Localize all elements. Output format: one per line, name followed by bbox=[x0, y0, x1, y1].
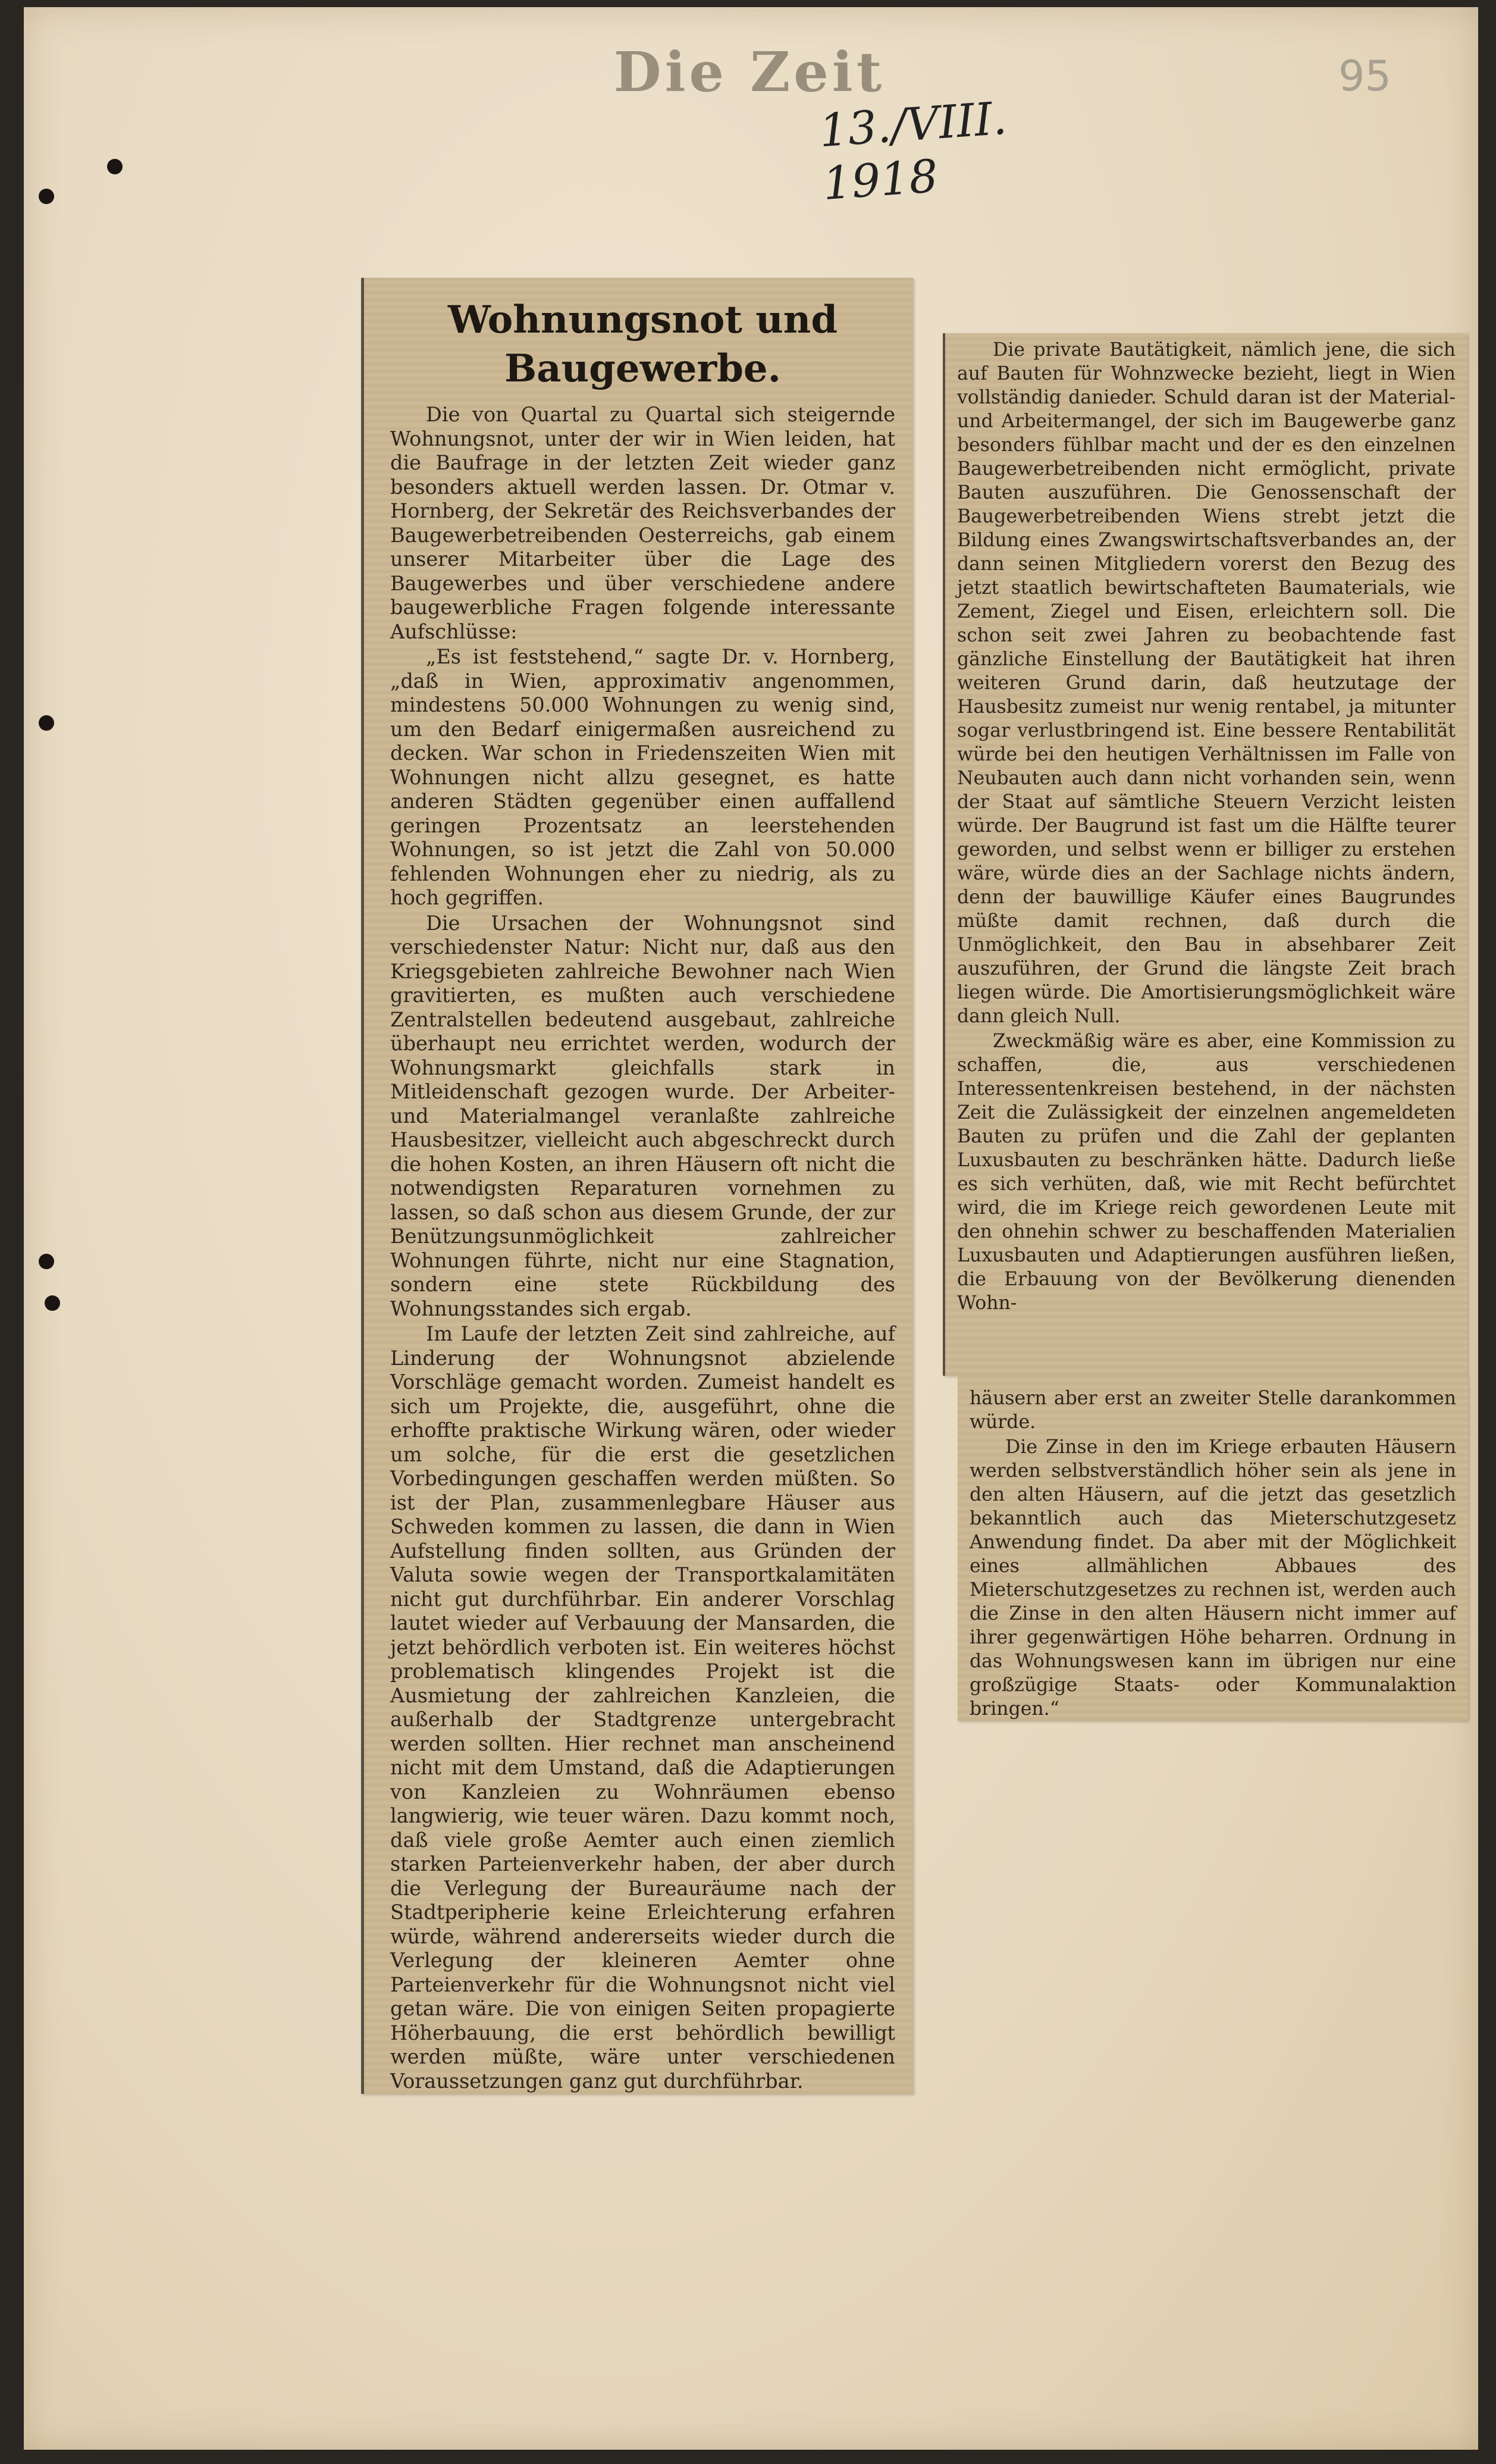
article-paragraph: Die Ursachen der Wohnungsnot sind verschiedenster Natur: Nicht nur, daß aus den Kriegsgebieten zahlreiche Bewohner nach Wien gravitierten, es mußten auch verschiedene Zentralstellen bedeutend ausgebaut, zahlreiche überhaupt neu errichtet werden, wodurch der Wohnungsmarkt gleichfalls stark in Mitleidenschaft gezogen wurde. Der Arbeiter- und Materialmangel veranlaßte zahlreiche Hausbesitzer, vielleicht auch abgeschreckt durch die hohen Kosten, an ihren Häusern oft nicht die notwendigsten Reparaturen vornehmen zu lassen, so daß schon aus diesem Grunde, der zur Benützungsunmöglichkeit zahlreicher Wohnungen führte, nicht nur eine Stagnation, sondern eine stete Rückbildung des Wohnungsstandes sich ergab. bbox=[390, 911, 895, 1320]
article-paragraph: Die Zinse in den im Kriege erbauten Häusern werden selbstverständlich höher sein als jene in den alten Häusern, auf die jetzt das gesetzlich bekanntlich auch das Mieterschutzgesetz Anwendung findet. Da aber mit der Möglichkeit eines allmählichen Abbaues des Mieterschutzgesetzes zu rechnen ist, werden auch die Zinse in den alten Häusern nicht immer auf ihrer gegenwärtigen Höhe beharren. Ordnung in das Wohnungswesen kann im übrigen nur eine großzügige Staats- oder Kommunalaktion bringen.“ bbox=[970, 1436, 1456, 1720]
article-paragraph: „Es ist feststehend,“ sagte Dr. v. Hornberg, „daß in Wien, approximativ angenommen, mindestens 50.000 Wohnungen zu wenig sind, um den Bedarf einigermaßen ausreichend zu decken. War schon in Friedenszeiten Wien mit Wohnungen nicht allzu gesegnet, es hatte anderen Städten gegenüber einen auffallend geringen Prozentsatz an leerstehenden Wohnungen, so ist jetzt die Zahl von 50.000 fehlenden Wohnungen eher zu niedrig, als zu hoch gegriffen. bbox=[390, 645, 895, 909]
handwritten-date: 13./VIII. 1918 bbox=[817, 91, 1009, 211]
article-clipping-continuation bbox=[958, 1376, 1468, 1721]
article-paragraph: Die von Quartal zu Quartal sich steigernde Wohnungsnot, unter der wir in Wien leiden, hat die Baufrage in der letzten Zeit wieder ganz besonders aktuell werden lassen. Dr. Otmar v. Hornberg, der Sekretär des Reichsverbandes der Baugewerbetreibenden Oesterreichs, gab einem unserer Mitarbeiter über die Lage des Baugewerbes und über verschiedene andere baugewerbliche Fragen folgende interessante Aufschlüsse: bbox=[390, 403, 895, 643]
newspaper-stamp: Die Zeit bbox=[613, 40, 886, 104]
article-paragraph: Im Laufe der letzten Zeit sind zahlreiche, auf Linderung der Wohnungsnot abzielende Vorschläge gemacht worden. Zumeist handelt es sich um Projekte, die, ausgeführt, ohne die erhoffte praktische Wirkung wären, oder wieder um solche, für die erst die gesetzlichen Vorbedingungen geschaffen werden müßten. So ist der Plan, zusammenlegbare Häuser aus Schweden kommen zu lassen, die dann in Wien Aufstellung finden sollten, aus Gründen der Valuta sowie wegen der Transportkalamitäten nicht gut durchführbar. Ein anderer Vorschlag lautet wieder auf Verbauung der Mansarden, die jetzt behördlich verboten ist. Ein weiteres höchst problematisch klingendes Projekt ist die Ausmietung der zahlreichen Kanzleien, die außerhalb der Stadtgrenze untergebracht werden sollten. Hier rechnet man anscheinend nicht mit dem Umstand, daß die Adaptierungen von Kanzleien zu Wohnräumen ebenso langwierig, wie teuer wären. Dazu kommt noch, daß viele große Aemter auch einen ziemlich starken Parteienverkehr haben, der aber durch die Verlegung der Bureauräume nach der Stadtperipherie keine Erleichterung erfahren würde, während andererseits wieder durch die Verlegung der kleineren Aemter ohne Parteienverkehr für die Wohnungsnot nicht viel getan wäre. Die von einigen Seiten propagierte Höherbauung, die erst behördlich bewilligt werden müßte, wäre unter verschiedenen Voraussetzungen ganz gut durchführbar. bbox=[390, 1322, 895, 2093]
article-paragraph: Die private Bautätigkeit, nämlich jene, die sich auf Bauten für Wohnzwecke bezieht, liegt in Wien vollständig danieder. Schuld daran ist der Material- und Arbeitermangel, der sich im Baugewerbe ganz besonders fühlbar macht und der es den einzelnen Baugewerbetreibenden nicht ermöglicht, private Bauten auszuführen. Die Genossenschaft der Baugewerbetreibenden Wiens strebt jetzt die Bildung eines Zwangswirtschaftsverbandes an, der dann seinen Mitgliedern vorerst den Bezug des jetzt staatlich bewirtschafteten Baumaterials, wie Zement, Ziegel und Eisen, erleichtern soll. Die schon seit zwei Jahren zu beobachtende fast gänzliche Einstellung der Bautätigkeit hat ihren weiteren Grund darin, daß heutzutage der Hausbesitz zumeist nur wenig rentabel, ja mitunter sogar verlustbringend ist. Eine bessere Rentabilität würde bei den heutigen Verhältnissen im Falle von Neubauten auch dann nicht vorhanden sein, wenn der Staat auf sämtliche Steuern Verzicht leisten würde. Der Baugrund ist fast um die Hälfte teurer geworden, und selbst wenn er billiger zu erstehen wäre, würde dies an der Sachlage nichts ändern, denn der bauwillige Käufer eines Baugrundes müßte damit rechnen, daß durch die Unmöglichkeit, den Bau in absehbarer Zeit auszuführen, der Grund die längste Zeit brach liegen würde. Die Amortisierungsmöglichkeit wäre dann gleich Null. bbox=[957, 339, 1456, 1027]
archive-sheet bbox=[24, 7, 1478, 2450]
article-clipping-right bbox=[943, 333, 1467, 1376]
article-paragraph: häusern aber erst an zweiter Stelle darankommen würde. bbox=[970, 1388, 1456, 1433]
punch-hole bbox=[45, 1295, 60, 1311]
article-paragraph: Zweckmäßig wäre es aber, eine Kommission zu schaffen, die, aus verschiedenen Interessentenkreisen bestehend, in der nächsten Zeit die Zulässigkeit der einzelnen angemeldeten Bauten zu prüfen und die Zahl der geplanten Luxusbauten zu beschränken hätte. Dadurch ließe es sich verhüten, daß, wie mit Recht befürchtet wird, die im Kriege reich gewordenen Leute mit den ohnehin schwer zu beschaffenden Materialien Luxusbauten und Adaptierungen ausführen ließen, die Erbauung von der Bevölkerung dienenden Wohn- bbox=[957, 1031, 1456, 1314]
article-clipping-left bbox=[361, 278, 913, 2094]
punch-hole bbox=[107, 159, 123, 174]
punch-hole bbox=[39, 189, 54, 204]
article-headline: Wohnungsnot und Baugewerbe. bbox=[447, 298, 838, 391]
punch-hole bbox=[39, 715, 54, 731]
punch-hole bbox=[39, 1254, 54, 1269]
pencil-page-number: 95 bbox=[1338, 52, 1392, 101]
